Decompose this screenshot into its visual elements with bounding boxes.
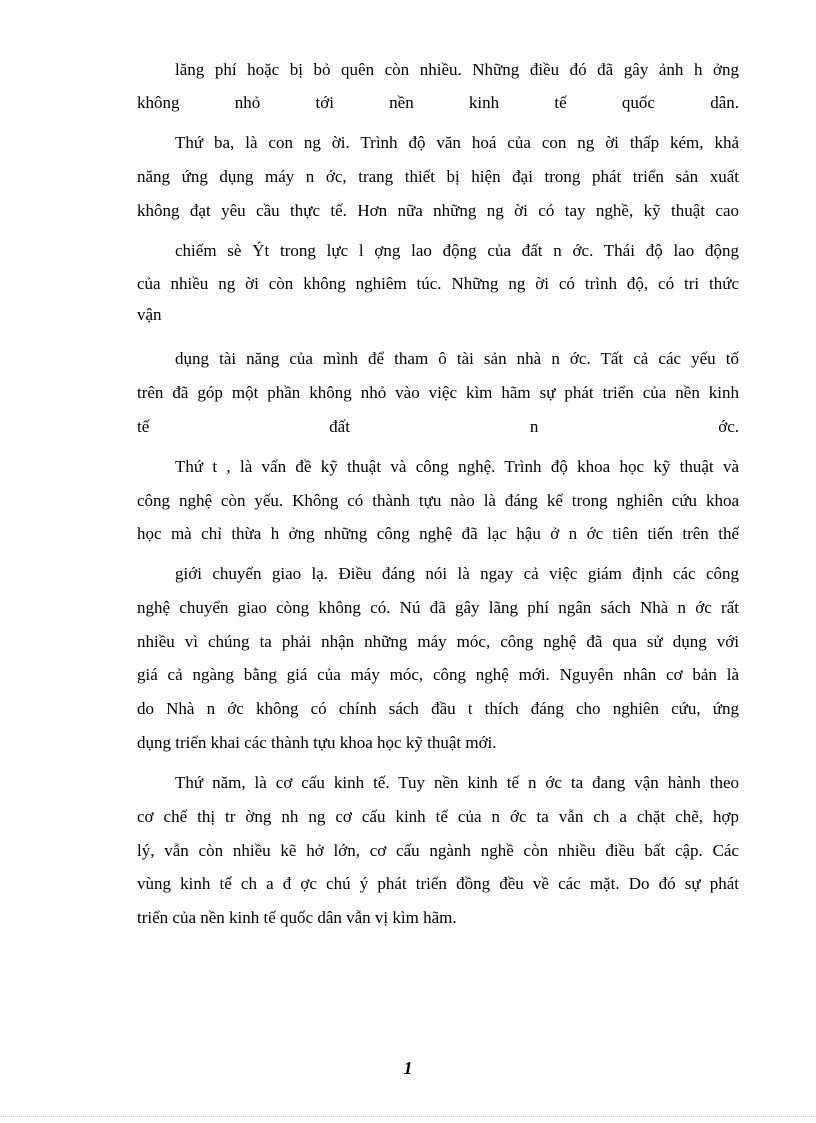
text-line: Thứ năm, là cơ cấu kinh tế. Tuy nền kinh tế n ớc ta đang vận hành theo bbox=[175, 773, 739, 792]
text-line: dụng tài năng của mình để tham ô tài sản nhà n ớc. Tất cả các yếu tố bbox=[175, 349, 739, 368]
text-line: giá cả ngàng bằng giá của máy móc, công nghệ mới. Nguyên nhân cơ bản là bbox=[137, 665, 739, 684]
text-line: giới chuyển giao lạ. Điều đáng nói là ngay cả việc giám định các công bbox=[175, 564, 739, 583]
text-line: không nhỏ tới nền kinh tế quốc dân. bbox=[137, 93, 739, 112]
text-line: tế đất n ớc. bbox=[137, 417, 739, 436]
text-line: triển của nền kinh tế quốc dân vẫn vị kìm hãm. bbox=[137, 908, 457, 927]
text-line: Thứ ba, là con ng ời. Trình độ văn hoá của con ng ời thấp kém, khả bbox=[175, 133, 739, 152]
text-line: vùng kinh tế ch a đ ợc chú ý phát triển đồng đều về các mặt. Do đó sự phát bbox=[137, 874, 739, 893]
text-line: của nhiều ng ời còn không nghiêm túc. Những ng ời có trình độ, có tri thức bbox=[137, 274, 739, 293]
page-number: 1 bbox=[403, 1058, 413, 1078]
text-line: lý, vẫn còn nhiều kẽ hở lớn, cơ cấu ngành nghề còn nhiều điều bất cập. Các bbox=[137, 841, 739, 860]
text-line: trên đã góp một phần không nhỏ vào việc kìm hãm sự phát triển của nền kinh bbox=[137, 383, 739, 402]
text-line: năng ứng dụng máy n ớc, trang thiết bị hiện đại trong phát triển sản xuất bbox=[137, 167, 739, 186]
text-line: vận bbox=[137, 305, 162, 324]
text-line: nghệ chuyển giao còng không có. Nú đã gây lãng phí ngân sách Nhà n ớc rất bbox=[137, 598, 739, 617]
footer-divider bbox=[0, 1116, 816, 1117]
text-line: do Nhà n ớc không có chính sách đầu t thích đáng cho nghiên cứu, ứng bbox=[137, 699, 739, 718]
text-line: không đạt yêu cầu thực tế. Hơn nữa những ng ời có tay nghề, kỹ thuật cao bbox=[137, 201, 739, 220]
text-line: Thứ t , là vấn đề kỹ thuật và công nghệ. Trình độ khoa học kỹ thuật và bbox=[175, 457, 739, 476]
text-line: lăng phí hoặc bị bỏ quên còn nhiều. Những điều đó đã gây ảnh h ởng bbox=[175, 60, 739, 79]
text-line: học mà chỉ thừa h ởng những công nghệ đã lạc hậu ở n ớc tiên tiến trên thế bbox=[137, 524, 739, 543]
text-line: nhiều vì chúng ta phải nhận những máy móc, công nghệ đã qua sử dụng với bbox=[137, 632, 739, 651]
text-line: dụng triển khai các thành tựu khoa học kỹ thuật mới. bbox=[137, 733, 497, 752]
text-line: công nghệ còn yếu. Không có thành tựu nào là đáng kể trong nghiên cứu khoa bbox=[137, 491, 739, 510]
text-line: cơ chế thị tr ờng nh ng cơ cấu kinh tế của n ớc ta vẫn ch a chặt chẽ, hợp bbox=[137, 807, 739, 826]
text-line: chiếm sè Ýt trong lực l ợng lao động của đất n ớc. Thái độ lao động bbox=[175, 241, 739, 260]
